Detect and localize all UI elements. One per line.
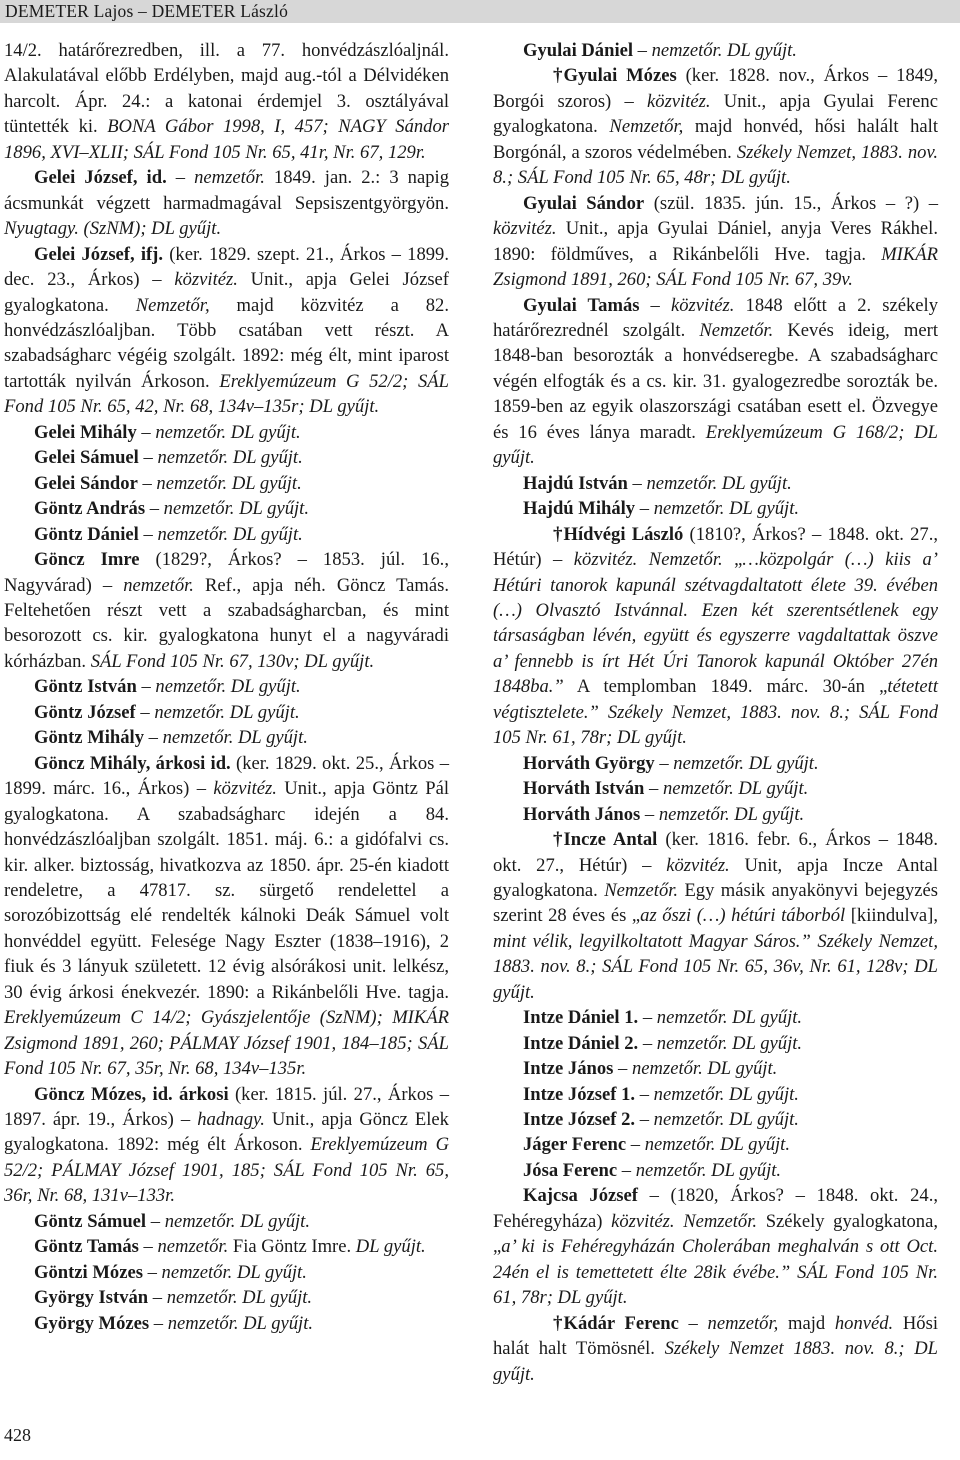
entry-paragraph: Gelei Mihály – nemzetőr. DL gyűjt. <box>34 421 301 443</box>
running-head-text: DEMETER Lajos – DEMETER László <box>5 1 289 21</box>
entry-paragraph: Gelei Sándor – nemzetőr. DL gyűjt. <box>34 472 302 494</box>
entry-paragraph: György Mózes – nemzetőr. DL gyűjt. <box>34 1312 314 1334</box>
entry-paragraph: Jósa Ferenc – nemzetőr. DL gyűjt. <box>523 1159 782 1181</box>
entry-paragraph: György István – nemzetőr. DL gyűjt. <box>34 1287 313 1309</box>
entry-paragraph: Göntzi Mózes – nemzetőr. DL gyűjt. <box>34 1261 307 1283</box>
entry-paragraph: Gyulai Tamás – közvitéz. 1848 előtt a 2. székely határőrezrednél szolgált. Nemzetőr. Kevés ideig, mert 1848-ban besorozták a honvédseregbe. A szabadságharc végén elfogták és a cs. kir. 31. gyalogezredbe sorozták be. 1859-ben az egyik olaszországi csatában esett el. Özvegye és 16 éves lánya maradt. Ereklyemúzeum G 168/2; DL gyűjt. <box>493 294 939 469</box>
entry-paragraph: †Kádár Ferenc – nemzetőr, majd honvéd. Hősi halát halt Tömösnél. Székely Nemzet 1883. nov. 8.; DL gyűjt. <box>493 1312 939 1385</box>
left-text-column <box>4 38 449 1336</box>
entry-paragraph: Gelei József, ifj. (ker. 1829. szept. 21., Árkos – 1899. dec. 23., Árkos) – közvitéz. Unit., apja Gelei József gyalogkatona. Nemzetőr, majd közvitéz a 82. honvédzászlóaljban. Több csatában vett részt. A szabadságharc végéig szolgált. 1892: még élt, mint iparost tartották nyilván Árkoson. Ereklyemúzeum G 52/2; SÁL Fond 105 Nr. 65, 42, Nr. 68, 134v–135r; DL gyűjt. <box>4 243 449 418</box>
entry-paragraph: Intze János – nemzetőr. DL gyűjt. <box>523 1058 778 1080</box>
entry-paragraph: Horváth János – nemzetőr. DL gyűjt. <box>523 803 805 825</box>
entry-paragraph: Intze Dániel 2. – nemzetőr. DL gyűjt. <box>523 1032 803 1054</box>
entry-paragraph: †Hídvégi László (1810?, Árkos? – 1848. okt. 27., Hétúr) – közvitéz. Nemzetőr. „…közpolgár (…) kiis a’ Hétúri tanorok kapunál szétvagdaltatott élete 39. évében (…) Olvasztó Istvánnal. Ezen két szerentsétlenek egy társaságban lévén, együtt és egyszerre vagdaltattak öszve a’ fennebb is írt Hét Úri Tanorok kapunál Október 27én 1848ba.” A templomban 1849. márc. 30-án „tétetett végtisztelete.” Székely Nemzet, 1883. nov. 8.; SÁL Fond 105 Nr. 61, 78r; DL gyűjt. <box>493 523 938 749</box>
entry-paragraph: Intze Dániel 1. – nemzetőr. DL gyűjt. <box>523 1007 803 1029</box>
entry-paragraph: Hajdú Mihály – nemzetőr. DL gyűjt. <box>523 498 800 520</box>
entry-paragraph: †Gyulai Mózes (ker. 1828. nov., Árkos – 1849, Borgói szoros) – közvitéz. Unit., apja Gyulai Ferenc gyalogkatona. Nemzetőr, majd honvéd, hősi halált halt Borgónál, a szoros védelmében. Székely Nemzet, 1883. nov. 8.; SÁL Fond 105 Nr. 65, 48r; DL gyűjt. <box>493 65 939 189</box>
entry-paragraph: Göntz András – nemzetőr. DL gyűjt. <box>34 498 309 520</box>
entry-paragraph: Göncz Mihály, árkosi id. (ker. 1829. okt. 25., Árkos – 1899. márc. 16., Árkos) – közvitéz. Unit., apja Göntz Pál gyalogkatona. A szabadságharc idején a 84. honvédzászlóaljban szolgált. 1851. máj. 6.: a gidófalvi cs. kir. alker. biztosság, hivatkozva az 1850. ápr. 25-én kiadott rendeletre, a 47817. sz. sürgető rendelettel a sorozóbizottság elé rendelték kálnoki Deák Sámuel volt honvéddel együtt. Felesége Nagy Eszter (1838–1916), 2 fiuk és 3 lányuk született. 12 évig alsórákosi unit. lelkész, 30 évig árkosi énekvezér. 1890: a Rikánbelőli Hve. tagja. Ereklyemúzeum C 14/2; Gyászjelentője (SzNM); MIKÁR Zsigmond 1891, 260; PÁLMAY József 1901, 184–185; SÁL Fond 105 Nr. 67, 35r, Nr. 68, 134v–135r. <box>4 752 449 1080</box>
entry-paragraph: Kajcsa József – (1820, Árkos? – 1848. okt. 24., Fehéregyháza) közvitéz. Nemzetőr. Székely gyalogkatona, „a’ ki is Fehéregyházán Cholerában meghalván s ott Oct. 24én el is temettetett élte 28ik évébe.” SÁL Fond 105 Nr. 61, 78r; DL gyűjt. <box>493 1185 939 1309</box>
page-number: 428 <box>4 1425 31 1445</box>
entry-paragraph: Hajdú István – nemzetőr. DL gyűjt. <box>523 472 792 494</box>
entry-paragraph: Göntz István – nemzetőr. DL gyűjt. <box>34 676 301 698</box>
entry-paragraph: Jáger Ferenc – nemzetőr. DL gyűjt. <box>523 1134 790 1156</box>
right-text-column <box>493 38 938 1387</box>
entry-paragraph: Göncz Mózes, id. árkosi (ker. 1815. júl. 27., Árkos – 1897. ápr. 19., Árkos) – hadnagy. Unit., apja Göncz Elek gyalogkatona. 1892: még élt Árkoson. Ereklyemúzeum G 52/2; PÁLMAY József 1901, 185; SÁL Fond 105 Nr. 65, 36r, Nr. 68, 131v–133r. <box>4 1083 449 1207</box>
entry-paragraph: †Incze Antal (ker. 1816. febr. 6., Árkos – 1848. okt. 27., Hétúr) – közvitéz. Unit, apja Incze Antal gyalogkatona. Nemzetőr. Egy másik anyakönyvi bejegyzés szerint 28 éves és „az őszi (…) hétúri táborból [kiindulva], mint vélik, legyilkoltatott Magyar Sáros.” Székely Nemzet, 1883. nov. 8.; SÁL Fond 105 Nr. 65, 36v, Nr. 61, 128v; DL gyűjt. <box>493 829 939 1003</box>
entry-paragraph: Gelei Sámuel – nemzetőr. DL gyűjt. <box>34 447 303 469</box>
entry-paragraph: Gyulai Sándor (szül. 1835. jún. 15., Árkos – ?) – közvitéz. Unit., apja Gyulai Dániel, anyja Veres Rákhel. 1890: földműves, a Rikánbelőli Hve. tagja. MIKÁR Zsigmond 1891, 260; SÁL Fond 105 Nr. 67, 39v. <box>493 192 938 291</box>
entry-paragraph: Gelei József, id. – nemzetőr. 1849. jan. 2.: 3 napig ácsmunkát végzett harmadmagával Sepsiszentgyörgyön. Nyugtagy. (SzNM); DL gyűjt. <box>4 167 449 240</box>
entry-paragraph: Göncz Imre (1829?, Árkos? – 1853. júl. 16., Nagyvárad) – nemzetőr. Ref., apja néh. Göncz Tamás. Feltehetően részt vett a szabadságharcban, és mint besorozott cs. kir. gyalogkatona hunyt el a nagyváradi kórházban. SÁL Fond 105 Nr. 67, 130v; DL gyűjt. <box>4 549 449 672</box>
entry-paragraph: 14/2. határőrezredben, ill. a 77. honvédzászlóaljnál. Alakulatával előbb Erdélyben, majd aug.-tól a Délvidéken harcolt. Ápr. 24.: a katonai érdemjel 3. osztályával tüntették ki. BONA Gábor 1998, I, 457; NAGY Sándor 1896, XVI–XLII; SÁL Fond 105 Nr. 65, 41r, Nr. 67, 129r. <box>4 40 449 163</box>
entry-paragraph: Göntz Dániel – nemzetőr. DL gyűjt. <box>34 523 303 545</box>
entry-paragraph: Göntz Tamás – nemzetőr. Fia Göntz Imre. DL gyűjt. <box>34 1236 426 1258</box>
entry-paragraph: Intze József 1. – nemzetőr. DL gyűjt. <box>523 1083 799 1105</box>
entry-paragraph: Horváth István – nemzetőr. DL gyűjt. <box>523 778 809 800</box>
entry-paragraph: Göntz József – nemzetőr. DL gyűjt. <box>34 701 300 723</box>
entry-paragraph: Gyulai Dániel – nemzetőr. DL gyűjt. <box>523 40 797 61</box>
entry-paragraph: Göntz Mihály – nemzetőr. DL gyűjt. <box>34 727 308 749</box>
entry-paragraph: Göntz Sámuel – nemzetőr. DL gyűjt. <box>34 1210 310 1232</box>
entry-paragraph: Horváth György – nemzetőr. DL gyűjt. <box>523 752 819 774</box>
entry-paragraph: Intze József 2. – nemzetőr. DL gyűjt. <box>523 1109 799 1131</box>
running-header <box>0 0 960 23</box>
